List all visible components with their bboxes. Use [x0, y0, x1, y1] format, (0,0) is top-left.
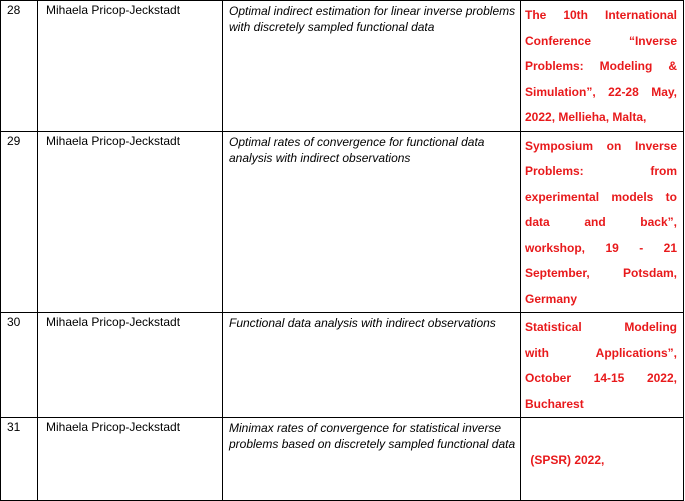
event-line: September, Potsdam, [525, 266, 677, 280]
paper-title: Minimax rates of convergence for statistical inverse problems based on discretely sampled functional data [223, 418, 521, 501]
event-line: workshop, 19 - 21 [525, 240, 677, 255]
event-line: October 14-15 2022, [525, 371, 677, 385]
event-line: data and back”, [525, 215, 677, 229]
event-line: Problems: Modeling & [525, 59, 677, 73]
row-number: 28 [1, 1, 38, 132]
event-line: Bucharest [525, 396, 584, 411]
author-name: Mihaela Pricop-Jeckstadt [38, 131, 223, 313]
author-name: Mihaela Pricop-Jeckstadt [38, 418, 223, 501]
event-line: with Applications”, [525, 345, 677, 360]
table-row [1, 131, 684, 313]
event-line: Problems: from [525, 164, 677, 178]
row-number: 29 [1, 131, 38, 313]
event-cell [521, 418, 684, 501]
table-row [1, 418, 684, 501]
author-name: Mihaela Pricop-Jeckstadt [38, 1, 223, 132]
row-number: 31 [1, 418, 38, 501]
event-line: Germany [525, 291, 578, 306]
event-cell [521, 313, 684, 418]
paper-title: Optimal indirect estimation for linear inverse problems with discretely sampled functional data [223, 1, 521, 132]
event-line: (SPSR) 2022, [527, 453, 605, 467]
event-line: 2022, Mellieha, Malta, [525, 110, 647, 124]
paper-title: Optimal rates of convergence for functional data analysis with indirect observations [223, 131, 521, 313]
event-cell [521, 131, 684, 313]
event-line: Statistical Modeling [525, 320, 677, 334]
paper-title: Functional data analysis with indirect observations [223, 313, 521, 418]
event-cell [521, 1, 684, 132]
event-line: Symposium on Inverse [525, 138, 677, 153]
event-line: experimental models to [525, 189, 677, 204]
table-row [1, 1, 684, 132]
event-line: Simulation”, 22-28 May, [525, 84, 677, 99]
table-row [1, 313, 684, 418]
row-number: 30 [1, 313, 38, 418]
event-line: The 10th International [525, 8, 677, 22]
event-line: Conference “Inverse [525, 33, 677, 48]
author-name: Mihaela Pricop-Jeckstadt [38, 313, 223, 418]
